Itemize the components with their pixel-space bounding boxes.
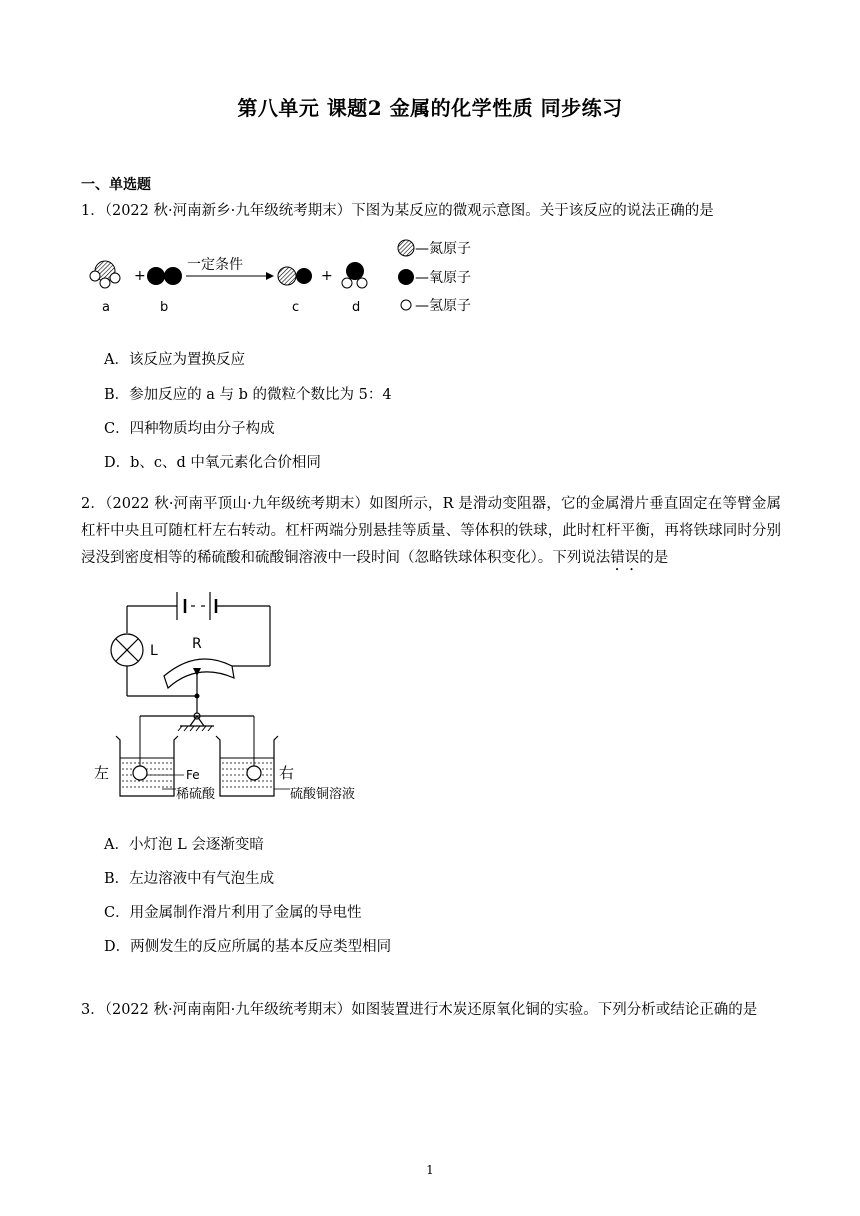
plus-sign: + <box>134 268 146 284</box>
question-2-text-end: 的是 <box>639 550 669 566</box>
label-d: d <box>352 300 361 315</box>
molecule-c <box>278 267 312 285</box>
left-label: 左 <box>94 764 110 782</box>
molecule-d <box>342 262 367 288</box>
question-1-stem: 1．（2022 秋·河南新乡·九年级统考期末）下图为某反应的微观示意图。关于该反应的说法正确的是 <box>81 203 714 219</box>
option-1a: A．该反应为置换反应 <box>104 352 245 368</box>
fe-label: Fe <box>186 768 200 782</box>
option-2c: C．用金属制作滑片利用了金属的导电性 <box>104 905 362 921</box>
legend <box>398 240 471 314</box>
section-heading: 一、单选题 <box>81 177 151 193</box>
plus-sign: + <box>321 268 333 284</box>
label-a: a <box>102 300 110 315</box>
page-title: 第八单元 课题2 金属的化学性质 同步练习 <box>237 96 623 120</box>
option-1d: D．b、c、d 中氧元素化合价相同 <box>104 455 321 471</box>
legend-oxygen: —氧原子 <box>415 270 471 286</box>
label-b: b <box>160 300 169 315</box>
option-2d: D．两侧发生的反应所属的基本反应类型相同 <box>104 939 392 955</box>
rheostat-icon <box>164 659 234 688</box>
acid-label: 稀硫酸 <box>176 787 216 802</box>
question-3-stem: 3．（2022 秋·河南南阳·九年级统考期末）如图装置进行木炭还原氧化铜的实验。下列分析或结论正确的是 <box>81 1002 758 1018</box>
lamp-label: L <box>150 643 158 659</box>
option-1b: B．参加反应的 a 与 b 的微粒个数比为 5：4 <box>104 387 392 403</box>
question-2-text: 2．（2022 秋·河南平顶山·九年级统考期末）如图所示，R 是滑动变阻器，它的金属滑片垂直固定在等臂金属杠杆中央且可随杠杆左右转动。杠杆两端分别悬挂等质量、等体积的铁球，此时杠杆平衡，再将铁球同时分别浸没到密度相等的稀硫酸和硫酸铜溶液中一段时间（忽略铁球体积变化）。下列说法 <box>81 496 781 566</box>
left-beaker <box>116 736 178 796</box>
molecule-a <box>90 261 120 288</box>
circuit-lever-diagram <box>92 588 372 808</box>
legend-hydrogen: —氢原子 <box>415 298 471 314</box>
arrow-label: 一定条件 <box>187 257 243 273</box>
question-2-emphasis: 错误 <box>610 550 640 566</box>
right-label: 右 <box>279 764 295 782</box>
molecule-b <box>147 267 182 285</box>
reaction-diagram <box>80 238 500 318</box>
option-2a: A．小灯泡 L 会逐渐变暗 <box>104 837 264 853</box>
rheostat-label: R <box>192 636 202 652</box>
legend-nitrogen: —氮原子 <box>415 241 471 257</box>
right-beaker <box>216 736 278 796</box>
option-1c: C．四种物质均由分子构成 <box>104 421 275 437</box>
label-c: c <box>292 300 300 315</box>
option-2b: B．左边溶液中有气泡生成 <box>104 871 275 887</box>
cuso4-label: 硫酸铜溶液 <box>290 787 356 802</box>
page-number: 1 <box>426 1163 434 1177</box>
question-2-stem <box>81 491 781 574</box>
